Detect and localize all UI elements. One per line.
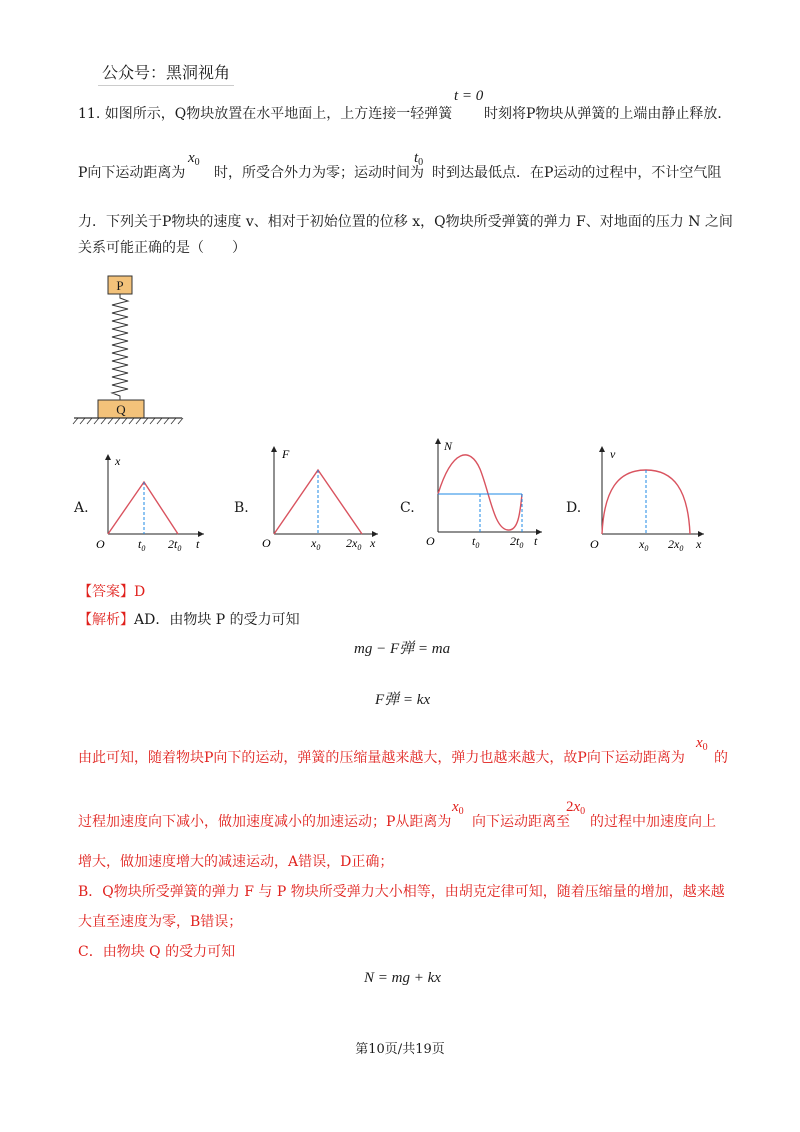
analysis-p5: 大直至速度为零，B错误； [78,914,243,930]
analysis-p3: 增大，做加速度增大的减速运动，A错误，D正确； [78,854,394,870]
x-label: x [370,536,376,550]
option-c-letter: C. [400,500,415,516]
x0-symbol-2: $x_0$ [696,735,708,753]
question-line-4: 关系可能正确的是（ ） [78,240,246,256]
y-axis-arrow [105,454,111,460]
curve-c [438,455,522,530]
equation-1: mg − F弹 = ma [354,641,451,657]
curve-a [108,482,178,534]
equation-3: N = mg + kx [364,970,441,986]
two-x0-symbol: $2x_0$ [566,799,586,817]
y-axis-arrow [271,446,277,452]
x-label: t [534,534,538,548]
block-p-label: P [116,278,124,293]
x-label: t [196,537,200,551]
x0-symbol-3: $x_0$ [452,799,464,817]
y-label: F [282,447,290,461]
answer-label: 【答案】D [78,584,146,600]
header-label: 公众号：黑洞视角 [98,58,234,86]
tick-2: $2x_0$ [346,536,362,552]
y-axis-arrow [435,438,441,444]
question-line-2-c: 时到达最低点．在P运动的过程中，不计空气阻 [432,165,722,181]
tick-1: $x_0$ [639,537,649,553]
question-line-3: 力．下列关于P物块的速度 v、相对于初始位置的位移 x，Q物块所受弹簧的弹力 F、对地面的压力 N 之间 [78,214,733,230]
question-line-1 [78,104,452,124]
analysis-p2-b: 向下运动距离至 [472,814,570,830]
y-label: v [610,447,616,461]
option-b-letter: B. [234,500,249,516]
question-line-2-b: 时，所受合外力为零；运动时间为 [214,165,424,181]
tick-2: $2t_0$ [168,537,182,552]
x0-symbol-1: $x_0$ [188,150,200,168]
option-b-graph [258,440,384,552]
y-label: N [444,439,453,453]
analysis-p1-b: 的 [714,750,728,766]
origin-label: O [426,534,435,548]
option-c-graph [422,434,548,552]
question-line-1-a: 11. 如图所示，Q物块放置在水平地面上，上方连接一轻弹簧 [78,106,453,122]
y-axis-arrow [599,446,605,452]
origin-label: O [262,536,271,550]
analysis-label: 【解析】 [78,612,134,628]
block-q-label: Q [116,402,126,417]
analysis-p2-c: 的过程中加速度向上 [590,814,716,830]
option-a-graph [92,448,210,552]
option-d-graph [588,440,710,554]
tick-2: $2x_0$ [668,537,684,553]
tick-1: $t_0$ [138,537,146,552]
analysis-p6: C．由物块 Q 的受力可知 [78,944,236,960]
analysis-p4: B．Q物块所受弹簧的弹力 F 与 P 物块所受弹力大小相等，由胡克定律可知，随着压缩量的增加，越来越 [78,884,725,900]
option-d-letter: D. [566,500,582,516]
origin-label: O [590,537,599,551]
question-line-1-b: 时刻将P物块从弹簧的上端由静止释放． [484,106,732,122]
page-footer: 第10页/共19页 [355,1042,445,1057]
spring-figure [70,270,190,430]
equation-2: F弹 = kx [375,692,431,708]
tick-1: $t_0$ [472,534,480,550]
question-line-2-a: P向下运动距离为 [78,165,186,181]
spring-coil [112,294,128,400]
t0-symbol: $t_0$ [414,150,424,168]
analysis-intro: AD．由物块 P 的受力可知 [134,612,300,628]
analysis-line-intro [78,610,300,630]
analysis-p1-a: 由此可知，随着物块P向下的运动，弹簧的压缩量越来越大，弹力也越来越大，故P向下运动距离为 [78,750,685,766]
analysis-p2-a: 过程加速度向下减小，做加速度减小的加速运动；P从距离为 [78,814,452,830]
option-a-letter: A. [74,500,89,516]
origin-label: O [96,537,105,551]
tick-2: $2t_0$ [510,534,524,550]
x-label: x [696,537,702,551]
y-label: x [115,454,121,468]
tick-1: $x_0$ [311,536,321,552]
ground-hatch [73,418,183,424]
t-equals-zero: t = 0 [454,88,484,104]
